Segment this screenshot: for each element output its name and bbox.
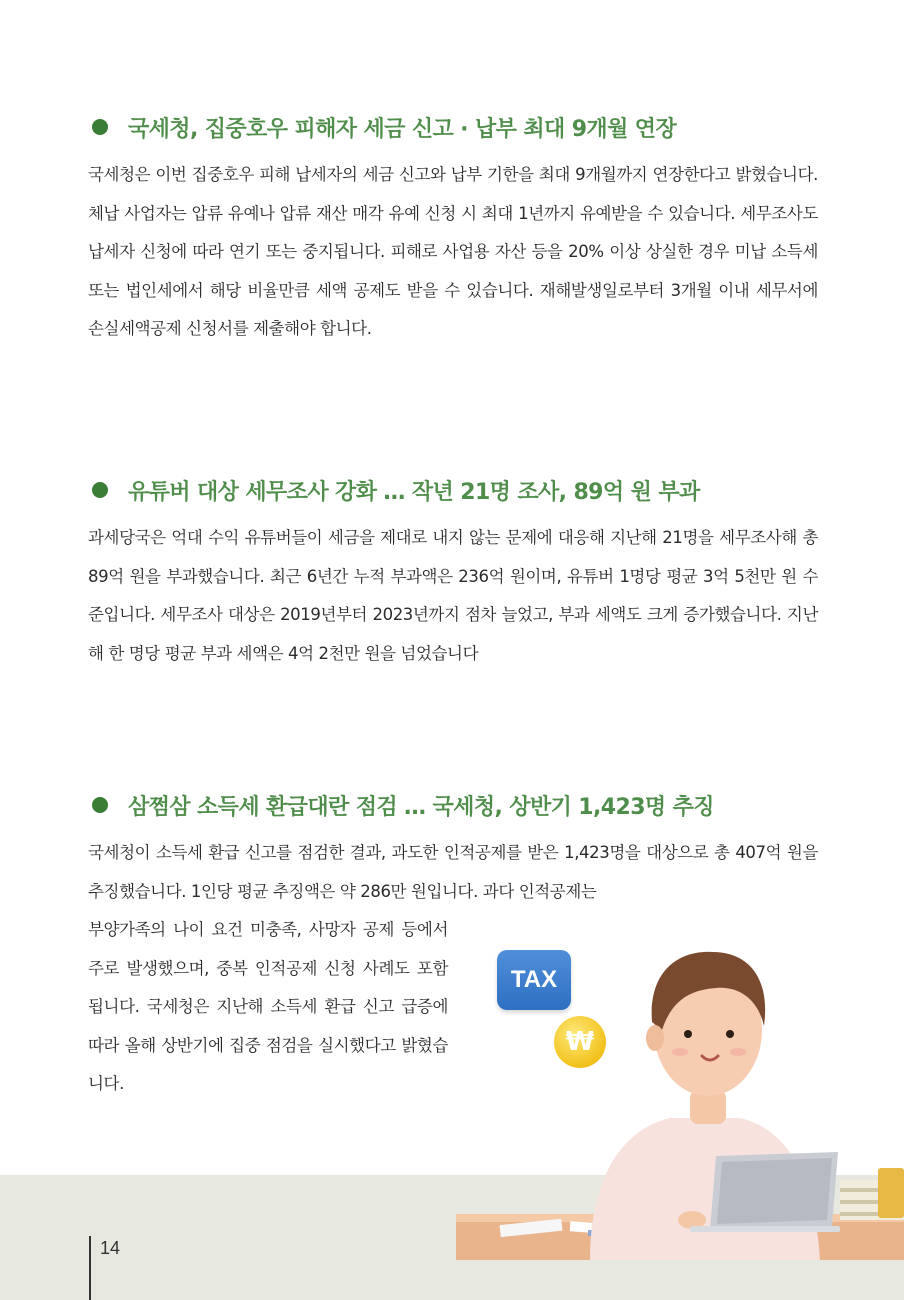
bullet-icon — [92, 482, 108, 498]
section-body-full: 국세청이 소득세 환급 신고를 점검한 결과, 과도한 인적공제를 받은 1,423명을 대상으로 총 407억 원을 추징했습니다. 1인당 평균 추징액은 약 286만 원입니다. 과다 인적공제는 — [88, 843, 818, 901]
section-typhoon-tax-relief — [88, 112, 818, 349]
section-heading — [88, 112, 818, 142]
section-heading — [88, 475, 818, 505]
bullet-icon — [92, 797, 108, 813]
won-coin-icon: ₩ — [554, 1016, 606, 1068]
section-body: 국세청은 이번 집중호우 피해 납세자의 세금 신고와 납부 기한을 최대 9개월까지 연장한다고 밝혔습니다. 체납 사업자는 압류 유예나 압류 재산 매각 유예 신청 시 최대 1년까지 유예받을 수 있습니다. 세무조사도 납세자 신청에 따라 연기 또는 중지됩니다. 피해로 사업용 자산 등을 20% 이상 상실한 경우 미납 소득세 또는 법인세에서 해당 비율만큼 세액 공제도 받을 수 있습니다. 재해발생일로부터 3개월 이내 세무서에 손실세액공제 신청서를 제출해야 합니다. — [88, 165, 818, 338]
section-body-narrow: 부양가족의 나이 요건 미충족, 사망자 공제 등에서 주로 발생했으며, 중복 인적공제 신청 사례도 포함됩니다. 국세청은 지난해 소득세 환급 신고 급증에 따라 올해 상반기에 집중 점검을 실시했다고 밝혔습니다. — [88, 920, 448, 1093]
illustration — [440, 930, 904, 1260]
section-heading — [88, 790, 818, 820]
bullet-icon — [92, 119, 108, 135]
heading-text: 국세청, 집중호우 피해자 세금 신고 · 납부 최대 9개월 연장 — [128, 116, 677, 142]
page-number-divider — [89, 1236, 91, 1300]
tax-badge-icon: TAX — [497, 950, 571, 1010]
section-body: 과세당국은 억대 수익 유튜버들이 세금을 제대로 내지 않는 문제에 대응해 지난해 21명을 세무조사해 총 89억 원을 부과했습니다. 최근 6년간 누적 부과액은 236억 원이며, 유튜버 1명당 평균 3억 5천만 원 수준입니다. 세무조사 대상은 2019년부터 2023년까지 점차 늘었고, 부과 세액도 크게 증가했습니다. 지난해 한 명당 평균 부과 세액은 4억 2천만 원을 넘었습니다 — [88, 528, 818, 663]
heading-text: 삼쩜삼 소득세 환급대란 점검 … 국세청, 상반기 1,423명 추징 — [128, 794, 714, 820]
section-youtuber-tax-audit — [88, 475, 818, 673]
page-number: 14 — [100, 1238, 121, 1258]
heading-text: 유튜버 대상 세무조사 강화 … 작년 21명 조사, 89억 원 부과 — [128, 479, 700, 505]
